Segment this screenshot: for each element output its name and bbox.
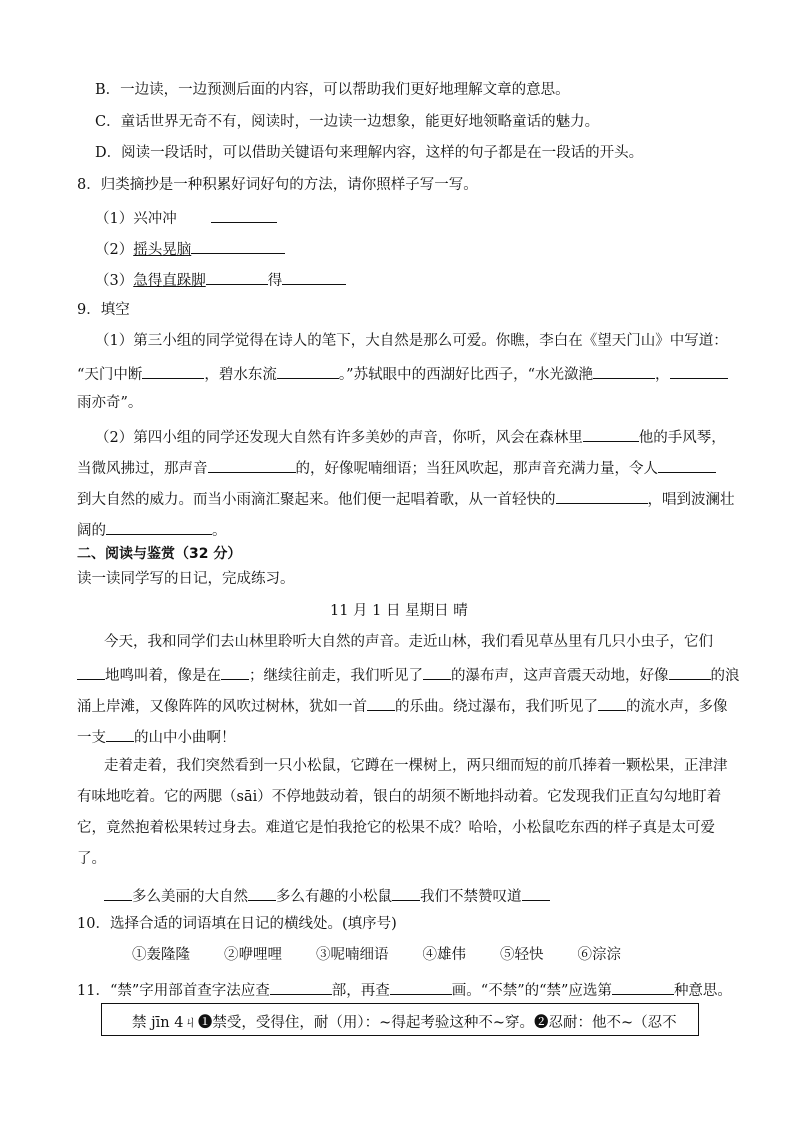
- q8-item2-word-a: 摇头: [133, 242, 163, 258]
- q8-item2-label: （2）: [95, 242, 134, 258]
- q9-p2-text-e: 到大自然的威力。而当小雨滴汇聚起来。他们便一起唱着歌，从一首轻快的: [77, 492, 556, 508]
- diary-blank-4[interactable]: [669, 663, 711, 680]
- q9-p2-text-g: 阔的: [77, 523, 106, 539]
- diary-line4: [77, 725, 236, 748]
- q9-blank-4[interactable]: [670, 362, 728, 379]
- diary-blank-9[interactable]: [248, 884, 276, 901]
- q9-p2-line3: [77, 487, 735, 510]
- q9-p2-line1: [95, 425, 726, 448]
- diary-text-3a: 涌上岸滩，又像阵阵的风吹过树林，犹如一首: [77, 699, 367, 715]
- section2-heading: 二、阅读与鉴赏（32 分）: [77, 546, 242, 562]
- diary-line5: 走着走着，我们突然看到一只小松鼠，它蹲在一棵树上，两只细而短的前爪捧着一颗松果，正津津: [104, 758, 728, 774]
- q8-prompt: 8．归类摘抄是一种积累好词好句的方法，请你照样子写一写。: [77, 177, 478, 193]
- diary-blank-3[interactable]: [423, 663, 451, 680]
- q9-p1-text-a: “天门中断: [77, 367, 143, 383]
- option-c: C．童话世界无奇不有，阅读时，一边读一边想象，能更好地领略童话的魅力。: [95, 114, 600, 130]
- q9-blank-3[interactable]: [593, 362, 655, 379]
- diary-blank-8[interactable]: [104, 884, 132, 901]
- diary-blank-2[interactable]: [221, 663, 249, 680]
- diary-blank-5[interactable]: [367, 694, 395, 711]
- q8-item3-label: （3）: [95, 273, 134, 289]
- diary-text-4b: 的山中小曲啊！: [134, 730, 236, 746]
- q11-text-d: 种意思。: [673, 983, 732, 999]
- q11-blank-3[interactable]: [612, 978, 674, 995]
- q9-blank-6[interactable]: [208, 456, 296, 473]
- q9-blank-5[interactable]: [583, 425, 639, 442]
- q9-blank-2[interactable]: [277, 362, 339, 379]
- q9-p2-line2: [77, 456, 716, 479]
- q8-item3-word-a: 急得: [133, 273, 163, 289]
- q9-p2-text-c: 当微风拂过，那声音: [77, 461, 208, 477]
- q8-item3: [95, 268, 346, 291]
- diary-line7: 它，竟然抱着松果转过身去。难道它是怕我抢它的松果不成？哈哈，小松鼠吃东西的样子真是太可爱: [77, 820, 715, 836]
- diary-date: 11 月 1 日 星期日 晴: [330, 603, 468, 619]
- q8-item2-word-b: 晃脑: [162, 242, 192, 258]
- q9-p1-text-b: ，碧水东流: [204, 367, 277, 383]
- q8-item2: [95, 237, 285, 260]
- q10-option-5: ⑤轻快: [500, 947, 544, 963]
- q10-prompt: 10．选择合适的词语填在日记的横线处。(填序号): [77, 916, 397, 932]
- diary-blank-11[interactable]: [522, 884, 550, 901]
- diary-blank-6[interactable]: [598, 694, 626, 711]
- diary-line1: 今天，我和同学们去山林里聆听大自然的声音。走近山林，我们看见草丛里有几只小虫子，它们: [104, 634, 713, 650]
- option-d: D．阅读一段话时，可以借助关键语句来理解内容，这样的句子都是在一段话的开头。: [95, 145, 644, 161]
- q11-blank-2[interactable]: [390, 978, 452, 995]
- q9-p1-line1: （1）第三小组的同学觉得在诗人的笔下，大自然是那么可爱。你瞧，李白在《望天门山》中写道：: [95, 333, 728, 349]
- diary-line6: 有味地吃着。它的两腮（sāi）不停地鼓动着，银白的胡须不断地抖动着。它发现我们正直勾勾地盯着: [77, 789, 722, 805]
- q10-option-4: ④雄伟: [422, 947, 466, 963]
- section2-intro: 读一读同学写的日记，完成练习。: [77, 571, 295, 587]
- diary-text-3b: 的乐曲。绕过瀑布，我们听见了: [395, 699, 598, 715]
- option-b: B．一边读，一边预测后面的内容，可以帮助我们更好地理解文章的意思。: [95, 82, 570, 98]
- q9-p1-line3: 雨亦奇”。: [77, 395, 143, 411]
- diary-blank-10[interactable]: [392, 884, 420, 901]
- q8-item1-blank[interactable]: [211, 206, 277, 223]
- q11-text-c: 画。“不禁”的“禁”应选第: [451, 983, 612, 999]
- diary-text-2a: 地鸣叫着，像是在: [105, 668, 221, 684]
- diary-line2: [77, 663, 740, 686]
- q8-item1-label: （1）兴冲冲: [95, 211, 177, 227]
- q9-p2-text-b: 他的手风琴，: [638, 430, 726, 446]
- diary-text-3c: 的流水声，多像: [626, 699, 728, 715]
- q9-p1-line2: [77, 362, 728, 385]
- q8-item2-blank[interactable]: [191, 237, 285, 254]
- q8-item3-blank-2[interactable]: [282, 268, 346, 285]
- diary-text-2c: 的瀑布声，这声音震天动地，好像: [451, 668, 669, 684]
- q10-option-3: ③呢喃细语: [316, 947, 389, 963]
- diary-text-4a: 一支: [77, 730, 106, 746]
- q9-p2-text-h: 。: [212, 523, 227, 539]
- q9-blank-9[interactable]: [106, 518, 212, 535]
- q8-item1: [95, 206, 277, 229]
- q9-blank-1[interactable]: [142, 362, 204, 379]
- q9-p1-text-d: ，: [655, 367, 670, 383]
- dictionary-entry-text: 禁 jīn 4ㄐ❶禁受，受得住，耐（用）：~得起考验这种不~穿。❷忍耐：他不~（忍不: [132, 1015, 677, 1031]
- q10-options: [132, 945, 621, 965]
- diary-text-2d: 的浪: [710, 668, 740, 684]
- q11-text-b: 部，再查: [331, 983, 390, 999]
- diary-text-9c: 我们不禁赞叹道: [420, 889, 522, 905]
- q11-prompt: [77, 978, 732, 1001]
- dictionary-entry-box: [101, 1003, 699, 1036]
- q8-item3-blank-1[interactable]: [206, 268, 268, 285]
- q9-p2-text-a: （2）第四小组的同学还发现大自然有许多美妙的声音，你听，风会在森林里: [95, 430, 583, 446]
- q11-blank-1[interactable]: [270, 978, 332, 995]
- diary-line3: [77, 694, 728, 717]
- q9-prompt: 9．填空: [77, 302, 130, 318]
- diary-blank-7[interactable]: [106, 725, 134, 742]
- q10-option-1: ①轰隆隆: [132, 947, 190, 963]
- q9-blank-7[interactable]: [658, 456, 716, 473]
- q11-text-a: 11．“禁”字用部首查字法应查: [77, 983, 270, 999]
- diary-text-9b: 多么有趣的小松鼠: [276, 889, 392, 905]
- q10-option-6: ⑥淙淙: [577, 947, 621, 963]
- diary-line8: 了。: [77, 851, 106, 867]
- q9-p1-text-c: 。”苏轼眼中的西湖好比西子，“水光潋滟: [338, 367, 593, 383]
- q8-item3-word-b: 直跺脚: [162, 273, 206, 289]
- diary-line9: [104, 884, 550, 907]
- q9-p2-text-f: ，唱到波澜壮: [647, 492, 735, 508]
- q10-option-2: ②咿哩哩: [224, 947, 282, 963]
- q9-p2-text-d: 的，好像呢喃细语；当狂风吹起，那声音充满力量，令人: [295, 461, 658, 477]
- diary-blank-1[interactable]: [77, 663, 105, 680]
- diary-text-9a: 多么美丽的大自然: [132, 889, 248, 905]
- q9-p2-line4: [77, 518, 227, 541]
- q9-blank-8[interactable]: [556, 487, 648, 504]
- q8-item3-mid: 得: [267, 273, 283, 289]
- diary-text-2b: ；继续往前走，我们听见了: [249, 668, 423, 684]
